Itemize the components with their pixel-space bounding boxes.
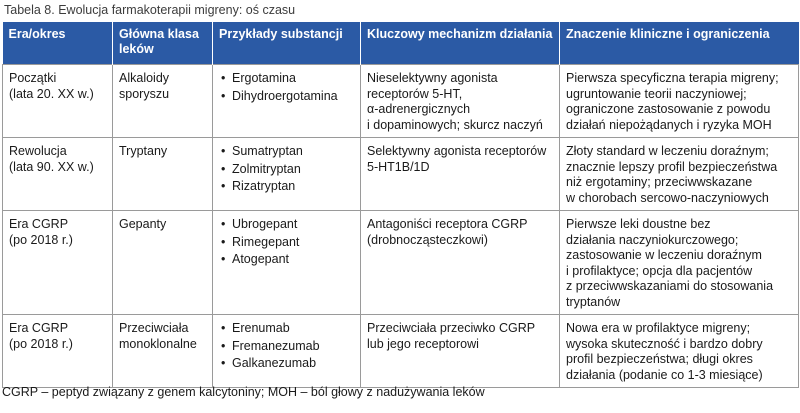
- table-row: [3, 315, 799, 388]
- cell-clinical-significance: Pierwsza specyficzna terapia migreny; ugruntowanie teorii naczyniowej; ograniczone zastosowanie z powodu działań niepożądanych i ryzyka MOH: [560, 65, 799, 138]
- substance-list: [219, 217, 354, 268]
- header-substances: Przykłady substancji: [213, 22, 361, 65]
- cell-clinical-significance: Nowa era w profilaktyce migreny; wysoka skuteczność i bardzo dobry profil bezpieczeństwa; długi okres działania (podanie co 1-3 miesiące): [560, 315, 799, 388]
- header-clinical-significance: Znaczenie kliniczne i ograniczenia: [560, 22, 799, 65]
- cell-era: Początki (lata 20. XX w.): [3, 65, 113, 138]
- cell-drug-class: Alkaloidy sporyszu: [113, 65, 213, 138]
- table-caption: Tabela 8. Ewolucja farmakoterapii migreny: oś czasu: [4, 3, 296, 17]
- substance-list: [219, 71, 354, 104]
- cell-clinical-significance: Pierwsze leki doustne bez działania naczyniokurczowego; zastosowanie w leczeniu doraźnym i profilaktyce; opcja dla pacjentów z przeciwwskazaniami do stosowania tryptanów: [560, 211, 799, 315]
- list-item: • Dihydroergotamina: [219, 89, 354, 105]
- cell-drug-class: Przeciwciała monoklonalne: [113, 315, 213, 388]
- cell-clinical-significance: Złoty standard w leczeniu doraźnym; znacznie lepszy profil bezpieczeństwa niż ergotaminy; przeciwwskazane w chorobach sercowo-naczyniowych: [560, 138, 799, 211]
- header-mechanism: Kluczowy mechanizm działania: [361, 22, 560, 65]
- table-row: [3, 211, 799, 315]
- cell-mechanism: Antagoniści receptora CGRP (drobnocząsteczkowi): [361, 211, 560, 315]
- table-footnote: CGRP – peptyd związany z genem kalcytoniny; MOH – ból głowy z nadużywania leków: [2, 385, 485, 399]
- list-item: • Fremanezumab: [219, 339, 354, 355]
- cell-substances: [213, 65, 361, 138]
- list-item: • Rimegepant: [219, 235, 354, 251]
- list-item: • Ergotamina: [219, 71, 354, 87]
- cell-drug-class: Gepanty: [113, 211, 213, 315]
- cell-era: Rewolucja (lata 90. XX w.): [3, 138, 113, 211]
- substance-list: [219, 321, 354, 372]
- list-item: • Rizatryptan: [219, 179, 354, 195]
- header-row: [3, 22, 799, 65]
- cell-mechanism: Selektywny agonista receptorów 5-HT1B/1D: [361, 138, 560, 211]
- substance-list: [219, 144, 354, 195]
- table-row: [3, 138, 799, 211]
- list-item: • Sumatryptan: [219, 144, 354, 160]
- list-item: • Galkanezumab: [219, 356, 354, 372]
- header-era: Era/okres: [3, 22, 113, 65]
- cell-era: Era CGRP (po 2018 r.): [3, 315, 113, 388]
- cell-substances: [213, 211, 361, 315]
- cell-mechanism: Przeciwciała przeciwko CGRP lub jego receptorowi: [361, 315, 560, 388]
- cell-drug-class: Tryptany: [113, 138, 213, 211]
- list-item: • Erenumab: [219, 321, 354, 337]
- cell-era: Era CGRP (po 2018 r.): [3, 211, 113, 315]
- list-item: • Ubrogepant: [219, 217, 354, 233]
- list-item: • Atogepant: [219, 252, 354, 268]
- cell-substances: [213, 138, 361, 211]
- cell-mechanism: Nieselektywny agonista receptorów 5-HT, α-adrenergicznych i dopaminowych; skurcz naczyń: [361, 65, 560, 138]
- list-item: • Zolmitryptan: [219, 162, 354, 178]
- cell-substances: [213, 315, 361, 388]
- pharmacotherapy-table: [2, 22, 799, 388]
- header-drug-class: Główna klasa leków: [113, 22, 213, 65]
- table-row: [3, 65, 799, 138]
